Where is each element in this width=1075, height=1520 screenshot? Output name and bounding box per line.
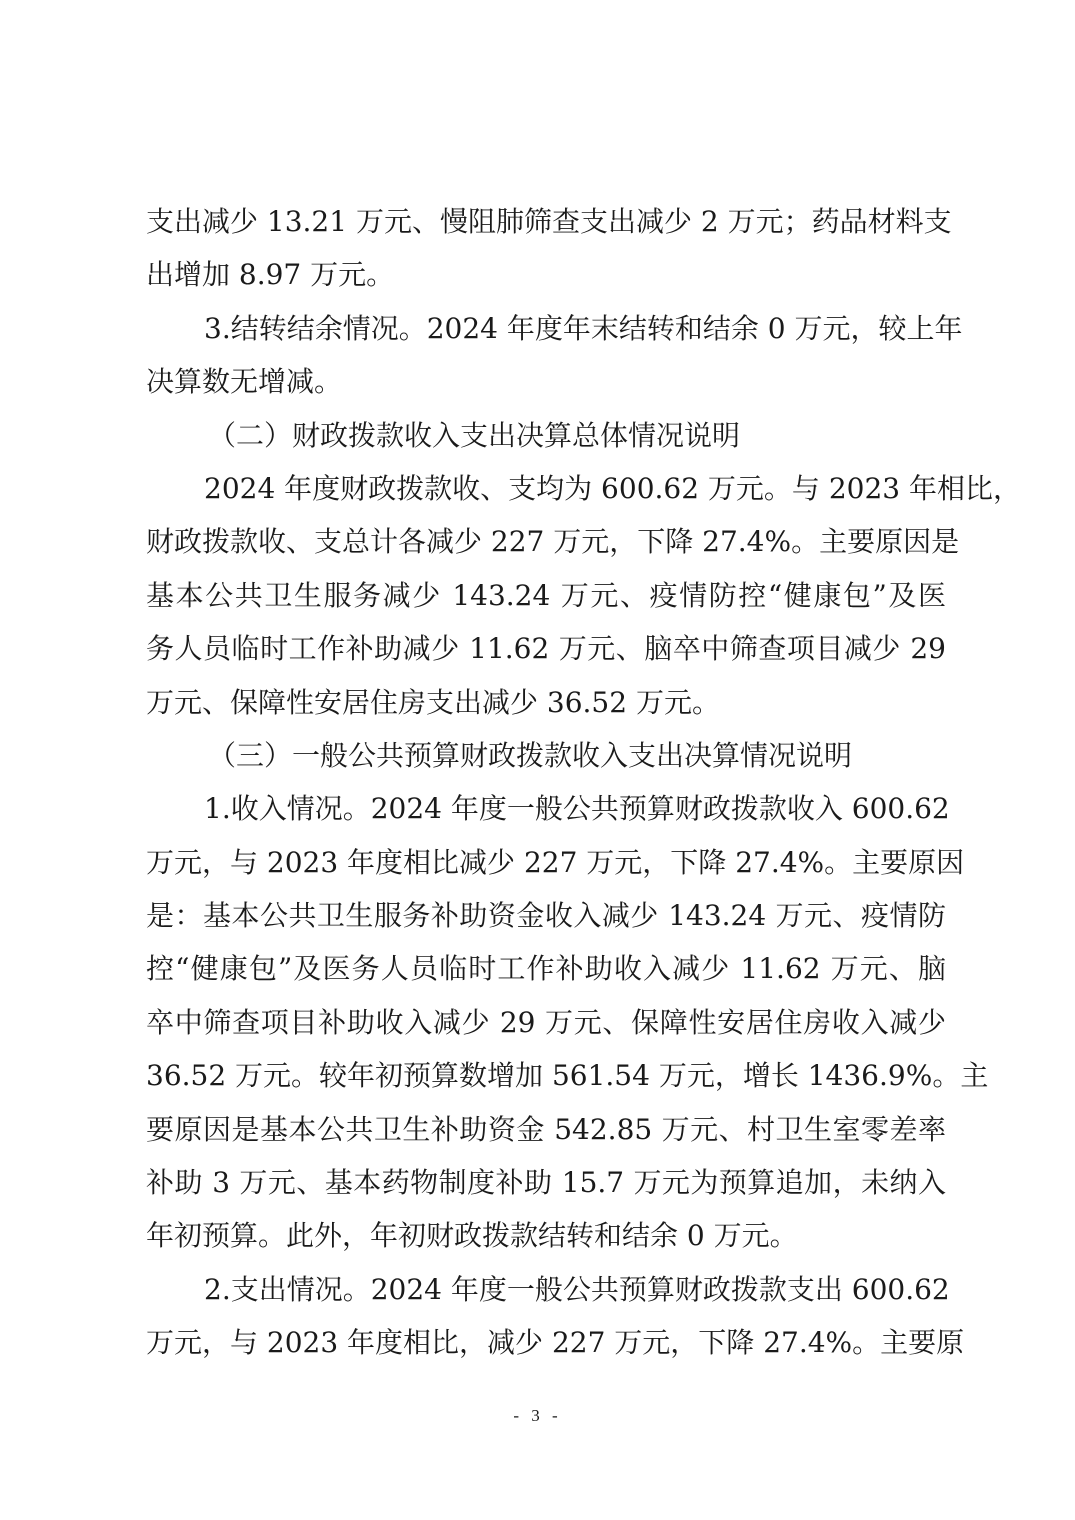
paragraph-line: 万元，与 2023 年度相比减少 227 万元，下降 27.4%。主要原因	[146, 845, 965, 879]
paragraph-line: 决算数无增减。	[146, 365, 343, 399]
paragraph-line: 支出减少 13.21 万元、慢阻肺筛查支出减少 2 万元；药品材料支	[146, 205, 952, 238]
paragraph-line: 2.支出情况。2024 年度一般公共预算财政拨款支出 600.62	[204, 1272, 950, 1306]
paragraph-line: 控“健康包”及医务人员临时工作补助收入减少 11.62 万元、脑	[146, 952, 946, 986]
paragraph-line: 财政拨款收、支总计各减少 227 万元，下降 27.4%。主要原因是	[146, 525, 960, 559]
paragraph-line: 卒中筛查项目补助收入减少 29 万元、保障性安居住房收入减少	[146, 1005, 946, 1039]
paragraph-line: 出增加 8.97 万元。	[146, 258, 395, 292]
page-number: - 3 -	[513, 1406, 562, 1425]
paragraph-line: 补助 3 万元、基本药物制度补助 15.7 万元为预算追加，未纳入	[146, 1166, 946, 1200]
paragraph-line: 36.52 万元。较年初预算数增加 561.54 万元，增长 1436.9%。主	[146, 1059, 989, 1093]
section-heading: （三）一般公共预算财政拨款收入支出决算情况说明	[208, 738, 853, 772]
body-text	[146, 195, 1021, 1370]
paragraph-line: 3.结转结余情况。2024 年度年末结转和结余 0 万元，较上年	[204, 311, 963, 345]
paragraph-line: 务人员临时工作补助减少 11.62 万元、脑卒中筛查项目减少 29	[146, 632, 946, 666]
section-heading: （二）财政拨款收入支出决算总体情况说明	[208, 418, 741, 452]
paragraph-line: 万元、保障性安居住房支出减少 36.52 万元。	[146, 685, 720, 719]
paragraph-line: 要原因是基本公共卫生补助资金 542.85 万元、村卫生室零差率	[146, 1112, 946, 1146]
paragraph-line: 2024 年度财政拨款收、支均为 600.62 万元。与 2023 年相比，	[204, 471, 1021, 505]
paragraph-line: 万元，与 2023 年度相比，减少 227 万元，下降 27.4%。主要原	[146, 1326, 965, 1360]
paragraph-line: 是：基本公共卫生服务补助资金收入减少 143.24 万元、疫情防	[146, 899, 946, 933]
paragraph-line: 基本公共卫生服务减少 143.24 万元、疫情防控“健康包”及医	[146, 578, 946, 612]
paragraph-line: 1.收入情况。2024 年度一般公共预算财政拨款收入 600.62	[204, 792, 950, 826]
paragraph-line: 年初预算。此外，年初财政拨款结转和结余 0 万元。	[146, 1219, 798, 1253]
